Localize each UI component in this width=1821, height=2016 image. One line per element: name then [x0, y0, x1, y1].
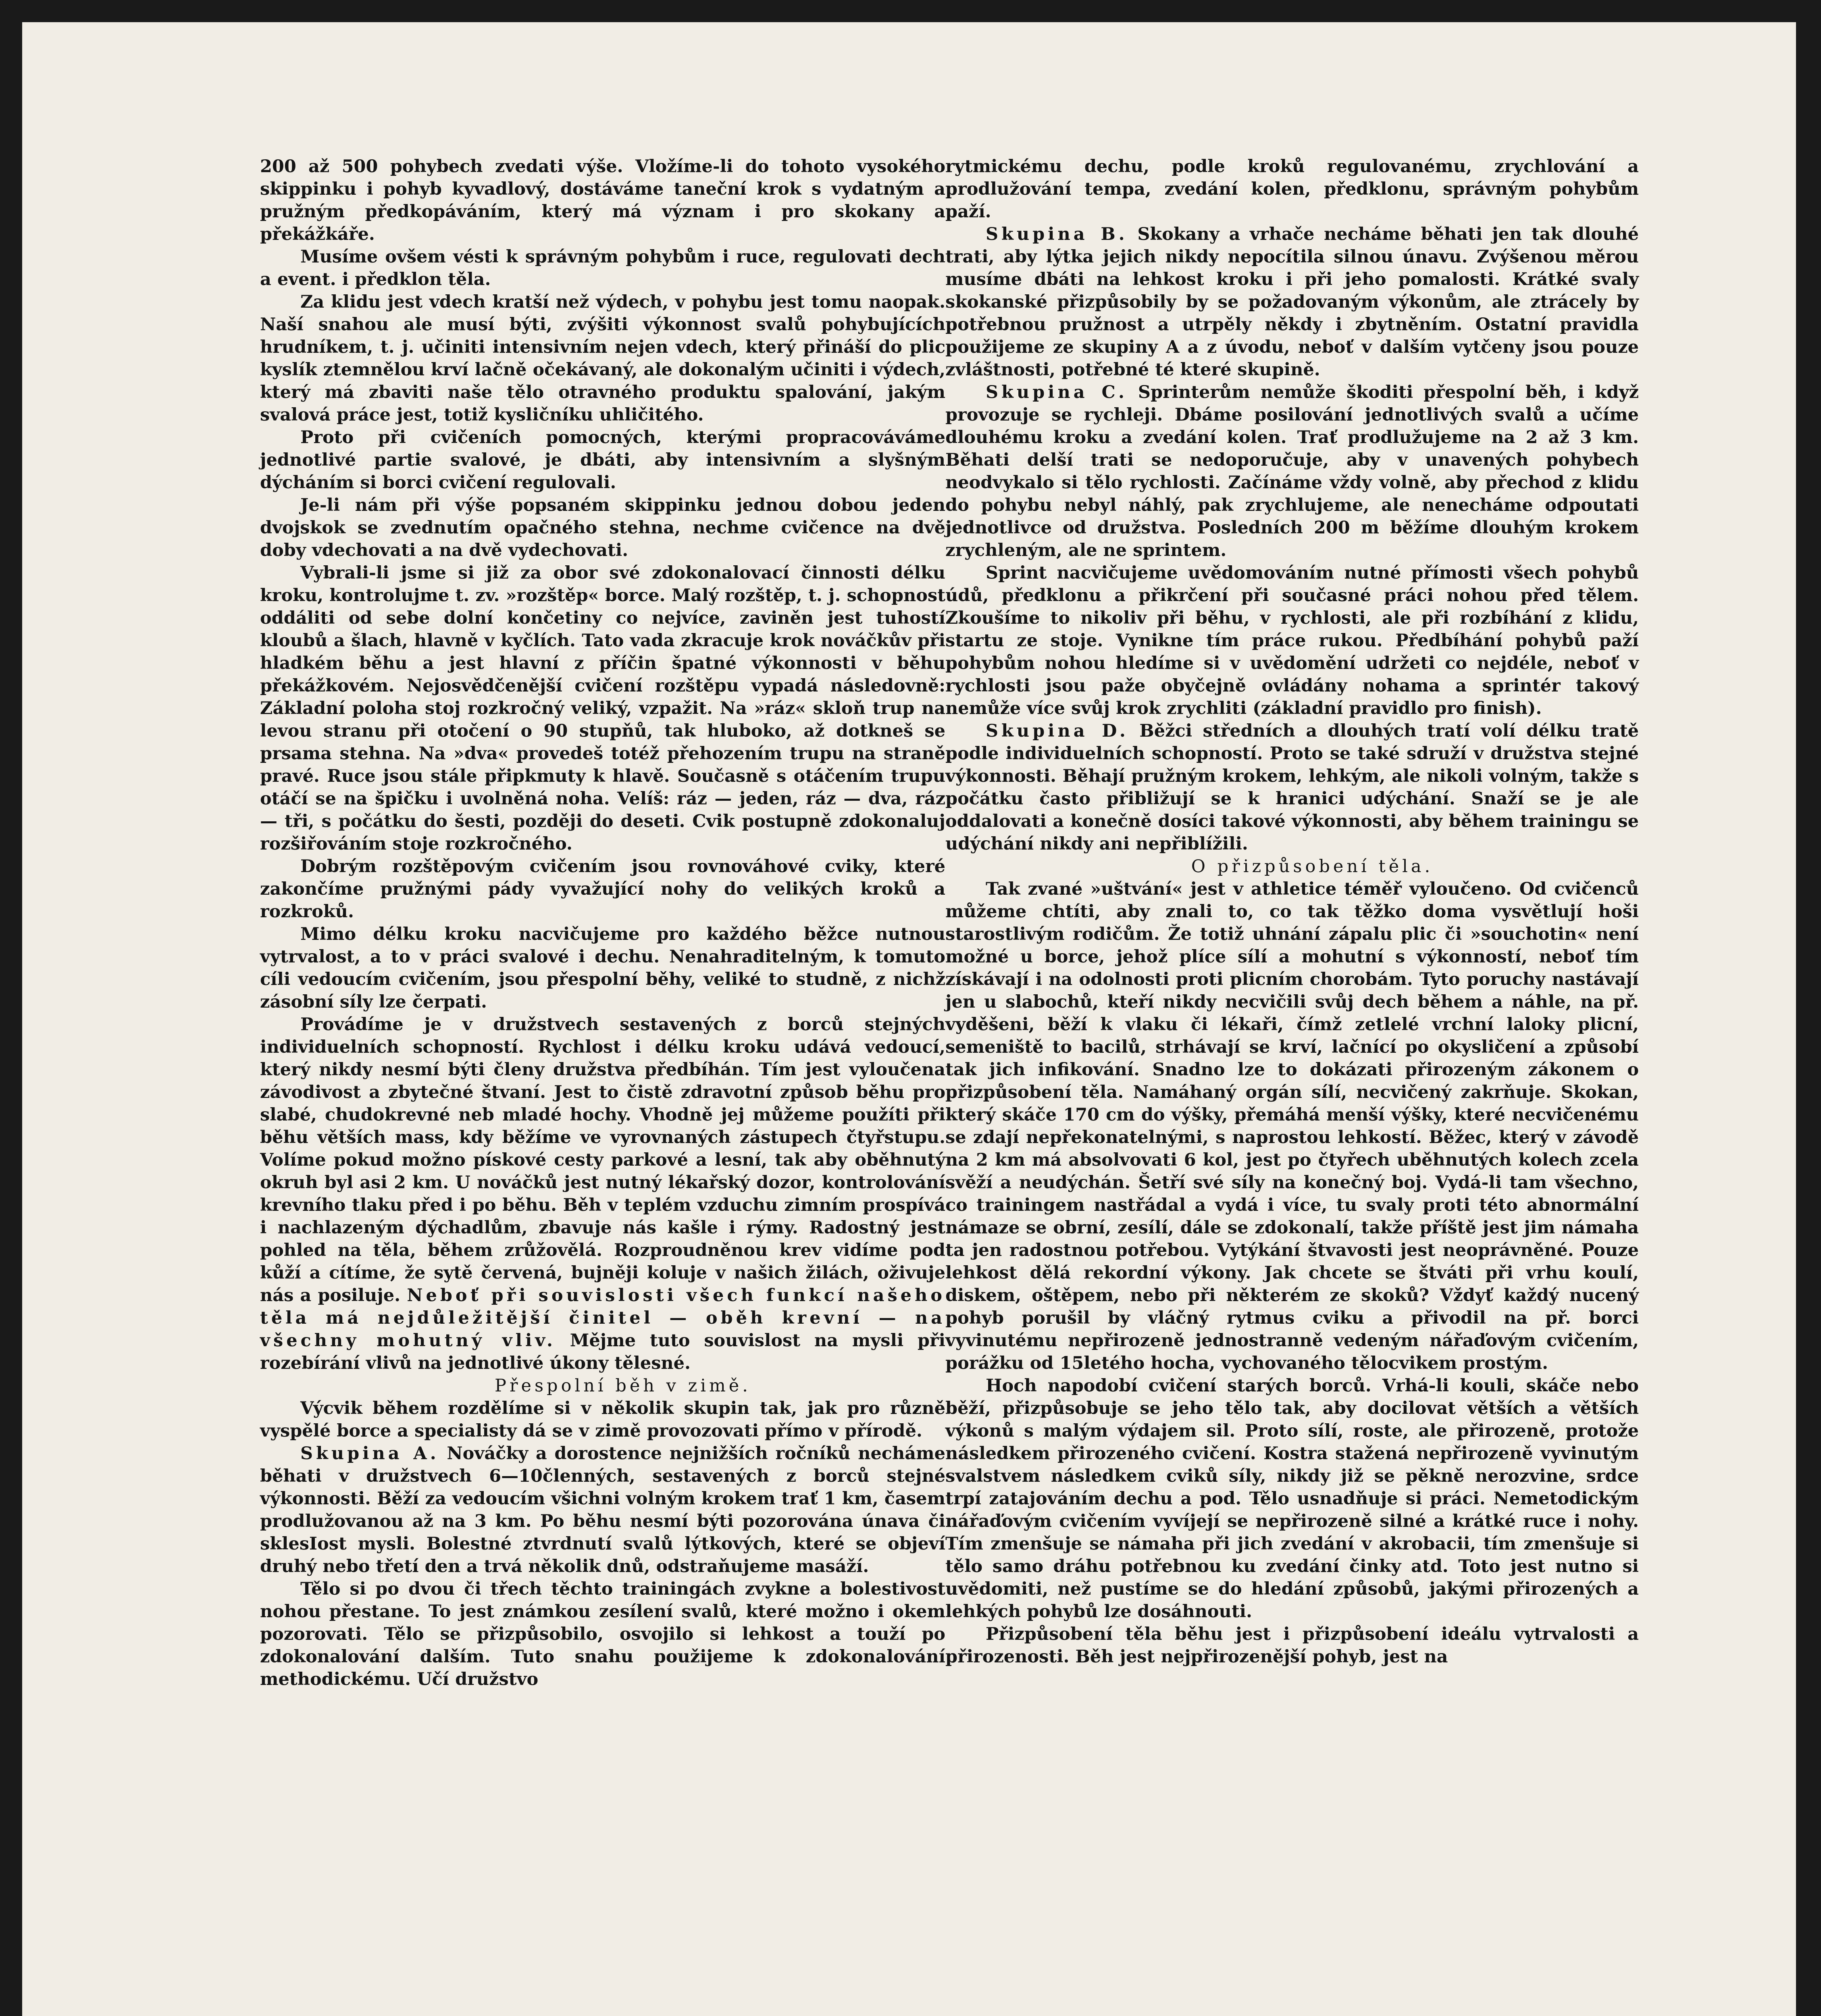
paragraph: Proto při cvičeních pomocných, kterými propracováváme jednotlivé partie svalové, je dbáti, aby intensivním a slyšným dýcháním si borci cvičení regulovali. [260, 427, 945, 493]
paragraph: rytmickému dechu, podle kroků regulovanému, zrychlování a prodlužování tempa, zvedání kolen, předklonu, správným pohybům paží. [945, 156, 1639, 222]
paragraph-text: Nováčky a dorostence nejnižších ročníků necháme běhati v družstvech 6—10členných, sestavených z borců stejné výkonnosti. Běží za vedoucím všichni volným krokem trať 1 km, časem prodlužovanou až na 3 km. Po běhu nesmí býti pozorována únava či sklesIost mysli. Bolestné ztvrdnutí svalů lýtkových, které se objeví druhý nebo třetí den a trvá několik dnů, odstraňujeme masáží. [260, 1443, 945, 1577]
section-heading: O přizpůsobení těla. [1191, 856, 1434, 877]
paragraph-text: Provádíme je v družstvech sestavených z borců stejných individuelních schopností. Rychlost i délku kroku udává vedoucí, který nikdy nesmí býti členy družstva předbíhán. Tím jest vyloučena závodivost a zbytečné štvaní. Jest to čistě zdravotní způsob běhu pro slabé, chudokrevné neb mladé hochy. Vhodně jej můžeme použíti při běhu větších mass, kdy běžíme ve vyrovnaných zástupech čtyřstupu. Volíme pokud možno pískové cesty parkové a lesní, tak aby oběhnutý okruh byl asi 2 km. U nováčků jest nutný lékařský dozor, kontrolování krevního tlaku před i po běhu. Běh v teplém vzduchu zimním prospívá i nachlazeným dýchadlům, zbavuje nás kašle i rýmy. Radostný jest pohled na těla, během zrůžovělá. Rozproudněnou krev vidíme pod kůží a cítíme, že sytě červená, bujněji koluje v našich žilách, oživuje nás a posiluje. [260, 1014, 945, 1306]
group-label: Skupina B. [986, 224, 1128, 244]
group-label: Skupina A. [300, 1443, 439, 1464]
paragraph: Musíme ovšem vésti k správným pohybům i ruce, regulovati dech a event. i předklon těla. [260, 247, 945, 289]
section-heading: Přespolní běh v zimě. [495, 1376, 751, 1396]
paragraph: Tak zvané »uštvání« jest v athletice téměř vyloučeno. Od cvičenců můžeme chtíti, aby znali to, co tak těžko doma vysvětlují hoši starostlivým rodičům. Že totiž uhnání zápalu plic či »souchotin« není možné u borce, jehož plíce sílí a mohutní s výkonností, neboť tím získávají i na odolnosti proti plicním chorobám. Tyto poruchy nastávají jen u slabochů, kteří nikdy necvičili svůj dech během a náhle, na př. vyděšeni, běží k vlaku či lékaři, čímž zetlelé vrchní laloky plicní, semeniště to bacilů, strhávají se krví, lačnící po okysličení a způsobí tak jich infikování. Snadno lze to dokázati přirozeným zákonem o přizpůsobení těla. Namáhaný orgán sílí, necvičený zakrňuje. Skokan, který skáče 170 cm do výšky, přemáhá menší výšky, které necvičenému se zdají nepřekonatelnými, s naprostou lehkostí. Běžec, který v závodě na 2 km má absolvovati 6 kol, jest po čtyřech uběhnutých kolech zcela svěží a neudýchán. Šetří své síly na konečný boj. Vydá-li tam všechno, co trainingem nastřádal a vydá i více, tu svaly proti této abnormální námaze se obrní, zesílí, dále se zdokonalí, takže příště jest jim námaha ta jen radostnou potřebou. Vytýkání štvavosti jest neoprávněné. Pouze lehkost dělá rekordní výkony. Jak chcete se štváti při vrhu koulí, diskem, oštěpem, nebo při některém ze skoků? Vždyť každý nucený pohyb porušil by vláčný rytmus cviku a přivodil na př. borci vyvinutému nepřirozeně jednostranně vedeným nářaďovým cvičením, porážku od 15letého hocha, vychovaného tělocvikem prostým. [945, 879, 1639, 1373]
paragraph [945, 381, 1639, 562]
paragraph: Tělo si po dvou či třech těchto trainingách zvykne a bolestivost nohou přestane. To jest známkou zesílení svalů, které možno i okem pozorovati. Tělo se přizpůsobilo, osvojilo si lehkost a touží po zdokonalování dalším. Tuto snahu použijeme k zdokonalování methodickému. Učí družstvo [260, 1579, 945, 1689]
paragraph: Výcvik během rozdělíme si v několik skupin tak, jak pro různě vyspělé borce a specialisty dá se v zimě provozovati přímo v přírodě. [260, 1398, 945, 1441]
paragraph [945, 223, 1639, 381]
paragraph-text: Skokany a vrhače necháme běhati jen tak dlouhé trati, aby lýtka jejich nikdy nepocítila silnou únavu. Zvýšenou měrou musíme dbáti na lehkost kroku i při jeho pomalosti. Krátké svaly skokanské přizpůsobily by se požadovaným výkonům, ale ztrácely by potřebnou pružnost a utrpěly někdy i zbytněním. Ostatní pravidla použijeme ze skupiny A a z úvodu, neboť v dalším vytčeny jsou pouze zvláštnosti, potřebné té které skupině. [945, 224, 1639, 380]
paragraph: Za klidu jest vdech kratší než výdech, v pohybu jest tomu naopak. Naší snahou ale musí býti, zvýšiti výkonnost svalů pohybujících hrudníkem, t. j. učiniti intensivním nejen vdech, který přináší do plic kyslík ztemnělou krví lačně očekávaný, ale dokonalým učiniti i výdech, který má zbaviti naše tělo otravného produktu spalování, jakým svalová práce jest, totiž kysličníku uhličitého. [260, 292, 945, 425]
paragraph: Dobrým rozštěpovým cvičením jsou rovnováhové cviky, které zakončíme pružnými pády vyvažující nohy do velikých kroků a rozkroků. [260, 856, 945, 922]
paragraph-text: Mějme tuto souvislost na mysli při rozebírání vlivů na jednotlivé úkony tělesné. [260, 1331, 945, 1373]
right-column [945, 155, 1639, 1668]
paragraph [260, 1442, 945, 1578]
page [22, 22, 1796, 2016]
paragraph: Hoch napodobí cvičení starých borců. Vrhá-li kouli, skáče nebo běží, přizpůsobuje se jeho tělo tak, aby docilovat větších a větších výkonů s malým výdajem sil. Proto sílí, roste, ale přirozeně, protože následkem přirozeného cvičení. Kostra stažená nepřirozeně vyvinutým svalstvem následkem cviků síly, nikdy již se pěkně nerozvine, srdce trpí zatajováním dechu a pod. Tělo usnadňuje si práci. Nemetodickým nářaďovým cvičením vyvíjejí se nepřirozeně silné a krátké ruce i nohy. Tím zmenšuje se námaha při jich zvedání v akrobacii, tím zmenšuje si tělo samo dráhu potřebnou ku zvedání činky atd. Toto jest nutno si uvědomiti, než pustíme se do hledání způsobů, jakými přirozených a lehkých pohybů lze dosáhnouti. [945, 1376, 1639, 1622]
paragraph: Vybrali-li jsme si již za obor své zdokonalovací činnosti délku kroku, kontrolujme t. zv. »rozštěp« borce. Malý rozštěp, t. j. schopnost oddáliti od sebe dolní končetiny co nejvíce, zaviněn jest tuhostí kloubů a šlach, hlavně v kyčlích. Tato vada zkracuje krok nováčkův při hladkém běhu a jest hlavní z příčin špatné výkonnosti v běhu překážkovém. Nejosvědčenější cvičení rozštěpu vypadá následovně: Základní poloha stoj rozkročný veliký, vzpažit. Na »ráz« skloň trup na levou stranu při otočení o 90 stupňů, tak hluboko, až dotkneš se prsama stehna. Na »dva« provedeš totéž přehozením trupu na straně pravé. Ruce jsou stále připkmuty k hlavě. Současně s otáčením trupu otáčí se na špičku i uvolněná noha. Velíš: ráz — jeden, ráz — dva, ráz — tři, s počátku do šesti, později do deseti. Cvik postupně zdokonaluj rozšiřováním stoje rozkročného. [260, 563, 945, 854]
paragraph [945, 720, 1639, 855]
paragraph [260, 1013, 945, 1375]
left-column [260, 155, 945, 1691]
group-label: Skupina D. [986, 721, 1129, 741]
group-label: Skupina C. [986, 382, 1128, 402]
paragraph: Přizpůsobení těla běhu jest i přizpůsobení ideálu vytrvalosti a přirozenosti. Běh jest nejpřirozenější pohyb, jest na [945, 1624, 1639, 1667]
emphasized-text: Neboť při souvislosti všech funkcí našeho těla má nejdůležitější činitel — oběh krevní — na všechny mohutný vliv. [260, 1285, 945, 1351]
paragraph: Je-li nám při výše popsaném skippinku jednou dobou jeden dvojskok se zvednutím opačného stehna, nechme cvičence na dvě doby vdechovati a na dvě vydechovati. [260, 495, 945, 560]
paragraph: Sprint nacvičujeme uvědomováním nutné přímosti všech pohybů údů, předklonu a přikrčení při současné práci nohou před tělem. Zkoušíme to nikoliv při běhu, v rychlosti, ale při rozbíhání z klidu, startu ze stoje. Vynikne tím práce rukou. Předbíhání pohybů paží pohybům nohou hledíme si v uvědomění udržeti co nejdéle, neboť v rychlosti jsou paže obyčejně ovládány nohama a sprintér takový nemůže více svůj krok zrychliti (základní pravidlo pro finish). [945, 563, 1639, 719]
paragraph-text: Běžci středních a dlouhých tratí volí délku tratě podle individuelních schopností. Proto se také sdruží v družstva stejné výkonnosti. Běhají pružným krokem, lehkým, ale nikoli volným, takže s počátku často přibližují se k hranici udýchání. Snaží se je ale oddalovati a konečně dosíci takové výkonnosti, aby během trainingu se udýchání nikdy ani nepřiblížili. [945, 721, 1639, 854]
paragraph: Mimo délku kroku nacvičujeme pro každého běžce nutnou vytrvalost, a to v práci svalové i dechu. Nenahraditelným, k tomuto cíli vedoucím cvičením, jsou přespolní běhy, veliké to studně, z nichž zásobní síly lze čerpati. [260, 924, 945, 1012]
paragraph-text: Sprinterům nemůže škoditi přespolní běh, i když provozuje se rychleji. Dbáme posilování jednotlivých svalů a učíme dlouhému kroku a zvedání kolen. Trať prodlužujeme na 2 až 3 km. Běhati delší trati se nedoporučuje, aby v unavených pohybech neodvykalo si tělo rychlosti. Začínáme vždy volně, aby přechod z klidu do pohybu nebyl náhlý, pak zrychlujeme, ale nenecháme odpoutati jednotlivce od družstva. Posledních 200 m běžíme dlouhým krokem zrychleným, ale ne sprintem. [945, 382, 1639, 560]
paragraph: 200 až 500 pohybech zvedati výše. Vložíme-li do tohoto vysokého skippinku i pohyb kyvadlový, dostáváme taneční krok s vydatným a pružným předkopáváním, který má význam i pro skokany a překážkáře. [260, 156, 945, 244]
